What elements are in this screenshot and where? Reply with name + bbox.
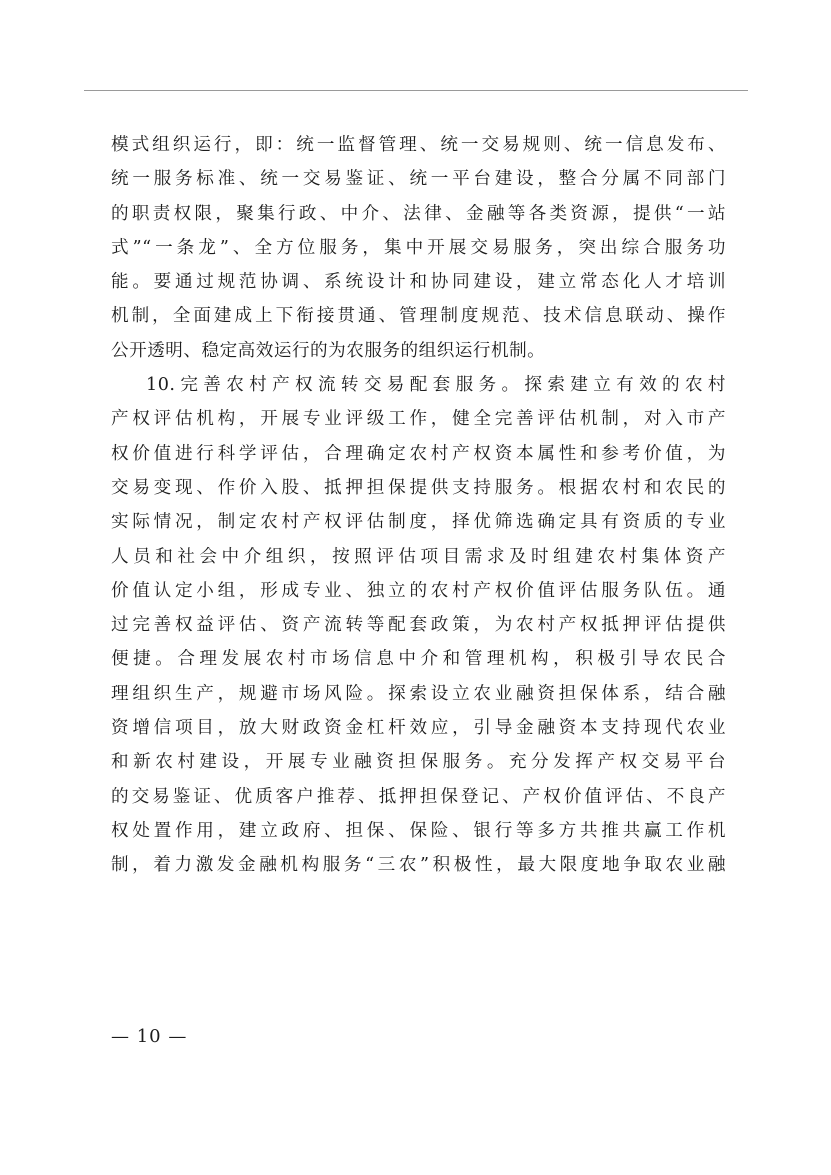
text-line: 和新农村建设，开展专业融资担保服务。充分发挥产权交易平台 (111, 752, 726, 773)
text-line: 便捷。合理发展农村市场信息中介和管理机构，积极引导农民合 (111, 649, 726, 670)
text-line: 人员和社会中介组织，按照评估项目需求及时组建农村集体资产 (111, 546, 726, 567)
text-line: 权价值进行科学评估，合理确定农村产权资本属性和参考价值，为 (111, 443, 726, 464)
text-line: 交易变现、作价入股、抵押担保提供支持服务。根据农村和农民的 (111, 477, 726, 498)
text-line: 10.完善农村产权流转交易配套服务。探索建立有效的农村 (146, 375, 726, 396)
paragraph-2 (111, 368, 726, 882)
paragraph-1 (111, 128, 726, 368)
text-line: 公开透明、稳定高效运行的为农服务的组织运行机制。 (111, 340, 546, 361)
text-line: 实际情况，制定农村产权评估制度，择优筛选确定具有资质的专业 (111, 512, 726, 533)
text-line: 模式组织运行，即：统一监督管理、统一交易规则、统一信息发布、 (111, 135, 726, 155)
text-line: 能。要通过规范协调、系统设计和协同建设，建立常态化人才培训 (111, 272, 726, 293)
text-line: 机制，全面建成上下衔接贯通、管理制度规范、技术信息联动、操作 (111, 306, 726, 327)
text-line: 的职责权限，聚集行政、中介、法律、金融等各类资源，提供“一站 (111, 203, 726, 224)
text-line: 产权评估机构，开展专业评级工作，健全完善评估机制，对入市产 (111, 409, 726, 430)
text-line: 理组织生产，规避市场风险。探索设立农业融资担保体系，结合融 (111, 683, 726, 704)
text-line: 过完善权益评估、资产流转等配套政策，为农村产权抵押评估提供 (111, 615, 726, 636)
text-line: 制，着力激发金融机构服务“三农”积极性，最大限度地争取农业融 (111, 855, 726, 876)
text-line: 的交易鉴证、优质客户推荐、抵押担保登记、产权价值评估、不良产 (111, 786, 726, 807)
body-text (111, 128, 726, 883)
text-line: 统一服务标准、统一交易鉴证、统一平台建设，整合分属不同部门 (111, 169, 726, 190)
header-rule (84, 90, 748, 91)
text-line: 价值认定小组，形成专业、独立的农村产权价值评估服务队伍。通 (111, 580, 726, 601)
text-line: 权处置作用，建立政府、担保、保险、银行等多方共推共赢工作机 (111, 820, 726, 841)
text-line: 资增信项目，放大财政资金杠杆效应，引导金融资本支持现代农业 (111, 718, 726, 739)
page-number: — 10 — (111, 1026, 188, 1047)
text-line: 式”“一条龙”、全方位服务，集中开展交易服务，突出综合服务功 (111, 237, 726, 258)
